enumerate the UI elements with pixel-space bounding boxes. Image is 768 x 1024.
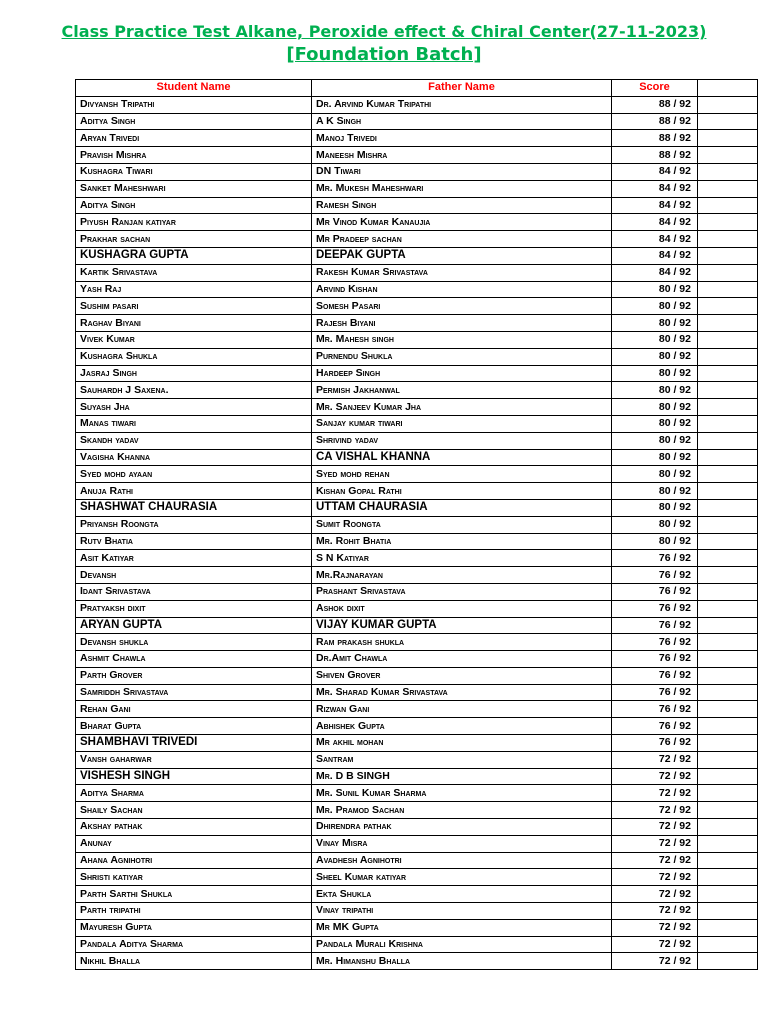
father-name-cell: Mr. D B SINGH [312, 768, 612, 785]
empty-cell [698, 533, 758, 550]
table-row [76, 180, 758, 197]
empty-cell [698, 197, 758, 214]
empty-cell [698, 852, 758, 869]
empty-cell [698, 516, 758, 533]
table-row [76, 499, 758, 516]
score-cell: 80 / 92 [612, 331, 698, 348]
father-name-cell: Rakesh Kumar Srivastava [312, 264, 612, 281]
empty-cell [698, 936, 758, 953]
score-cell: 80 / 92 [612, 298, 698, 315]
empty-cell [698, 432, 758, 449]
score-cell: 80 / 92 [612, 449, 698, 466]
score-cell: 84 / 92 [612, 264, 698, 281]
father-name-cell: DEEPAK GUPTA [312, 247, 612, 264]
table-row [76, 936, 758, 953]
score-cell: 76 / 92 [612, 600, 698, 617]
empty-cell [698, 802, 758, 819]
student-name-cell: SHAMBHAVI TRIVEDI [76, 735, 312, 752]
score-cell: 80 / 92 [612, 399, 698, 416]
student-name-cell: Shaily Sachan [76, 802, 312, 819]
table-row [76, 768, 758, 785]
table-row [76, 567, 758, 584]
score-cell: 76 / 92 [612, 701, 698, 718]
student-name-cell: Kartik Srivastava [76, 264, 312, 281]
table-row [76, 953, 758, 970]
father-name-cell: Arvind Kishan [312, 281, 612, 298]
score-cell: 72 / 92 [612, 953, 698, 970]
score-cell: 80 / 92 [612, 432, 698, 449]
score-cell: 72 / 92 [612, 768, 698, 785]
table-row [76, 819, 758, 836]
empty-cell [698, 751, 758, 768]
father-name-cell: Vinay tripathi [312, 903, 612, 920]
table-row [76, 718, 758, 735]
empty-cell [698, 953, 758, 970]
empty-header [698, 80, 758, 97]
score-cell: 80 / 92 [612, 466, 698, 483]
student-name-cell: Sauhardh J Saxena. [76, 382, 312, 399]
table-row [76, 785, 758, 802]
score-cell: 72 / 92 [612, 819, 698, 836]
student-name-cell: ARYAN GUPTA [76, 617, 312, 634]
table-row [76, 533, 758, 550]
empty-cell [698, 785, 758, 802]
student-name-cell: Devansh [76, 567, 312, 584]
empty-cell [698, 247, 758, 264]
score-cell: 72 / 92 [612, 903, 698, 920]
student-name-cell: Vivek Kumar [76, 331, 312, 348]
father-name-cell: Hardeep Singh [312, 365, 612, 382]
father-name-cell: DN Tiwari [312, 163, 612, 180]
father-name-cell: Syed mohd rehan [312, 466, 612, 483]
empty-cell [698, 735, 758, 752]
table-body [76, 96, 758, 969]
score-header: Score [612, 80, 698, 97]
empty-cell [698, 382, 758, 399]
student-name-cell: Pandala Aditya Sharma [76, 936, 312, 953]
student-name-cell: Parth Grover [76, 667, 312, 684]
empty-cell [698, 365, 758, 382]
student-name-cell: Anuja Rathi [76, 483, 312, 500]
father-name-cell: Ram prakash shukla [312, 634, 612, 651]
results-table [75, 79, 758, 970]
student-name-cell: Prakhar sachan [76, 231, 312, 248]
father-name-cell: A K Singh [312, 113, 612, 130]
student-name-cell: Aditya Sharma [76, 785, 312, 802]
score-cell: 88 / 92 [612, 147, 698, 164]
score-cell: 84 / 92 [612, 247, 698, 264]
empty-cell [698, 415, 758, 432]
table-row [76, 264, 758, 281]
father-name-cell: Mr Pradeep sachan [312, 231, 612, 248]
score-cell: 88 / 92 [612, 96, 698, 113]
father-name-cell: Vinay Misra [312, 835, 612, 852]
student-name-cell: Pravish Mishra [76, 147, 312, 164]
table-row [76, 382, 758, 399]
score-cell: 80 / 92 [612, 516, 698, 533]
father-name-cell: Mr. Sunil Kumar Sharma [312, 785, 612, 802]
student-name-cell: Nikhil Bhalla [76, 953, 312, 970]
father-name-cell: Abhishek Gupta [312, 718, 612, 735]
score-cell: 76 / 92 [612, 684, 698, 701]
table-row [76, 919, 758, 936]
student-name-cell: Manas tiwari [76, 415, 312, 432]
father-name-cell: Sanjay kumar tiwari [312, 415, 612, 432]
student-name-cell: Aryan Trivedi [76, 130, 312, 147]
father-name-cell: Mr. Mahesh singh [312, 331, 612, 348]
score-cell: 76 / 92 [612, 634, 698, 651]
table-row [76, 802, 758, 819]
empty-cell [698, 919, 758, 936]
father-name-cell: Kishan Gopal Rathi [312, 483, 612, 500]
student-name-cell: Samriddh Srivastava [76, 684, 312, 701]
table-row [76, 550, 758, 567]
father-name-cell: Ashok dixit [312, 600, 612, 617]
score-cell: 72 / 92 [612, 919, 698, 936]
score-cell: 72 / 92 [612, 835, 698, 852]
empty-cell [698, 147, 758, 164]
score-cell: 76 / 92 [612, 651, 698, 668]
student-name-cell: Ahana Agnihotri [76, 852, 312, 869]
empty-cell [698, 113, 758, 130]
student-name-cell: Aditya Singh [76, 197, 312, 214]
empty-cell [698, 96, 758, 113]
father-name-cell: CA VISHAL KHANNA [312, 449, 612, 466]
father-name-cell: Dr. Arvind Kumar Tripathi [312, 96, 612, 113]
father-name-cell: Shrivind yadav [312, 432, 612, 449]
student-name-cell: Akshay pathak [76, 819, 312, 836]
table-row [76, 600, 758, 617]
father-name-cell: Mr. Sharad Kumar Srivastava [312, 684, 612, 701]
empty-cell [698, 583, 758, 600]
father-name-header: Father Name [312, 80, 612, 97]
student-name-cell: KUSHAGRA GUPTA [76, 247, 312, 264]
empty-cell [698, 886, 758, 903]
empty-cell [698, 315, 758, 332]
student-name-cell: Yash Raj [76, 281, 312, 298]
student-name-cell: Asit Katiyar [76, 550, 312, 567]
father-name-cell: Mr. Himanshu Bhalla [312, 953, 612, 970]
table-row [76, 399, 758, 416]
table-row [76, 432, 758, 449]
table-row [76, 163, 758, 180]
table-row [76, 331, 758, 348]
father-name-cell: Somesh Pasari [312, 298, 612, 315]
student-name-cell: Skandh yadav [76, 432, 312, 449]
empty-cell [698, 499, 758, 516]
table-row [76, 96, 758, 113]
score-cell: 72 / 92 [612, 936, 698, 953]
father-name-cell: Mr. Pramod Sachan [312, 802, 612, 819]
table-row [76, 667, 758, 684]
empty-cell [698, 231, 758, 248]
father-name-cell: Manoj Trivedi [312, 130, 612, 147]
table-row [76, 701, 758, 718]
student-name-cell: Kushagra Tiwari [76, 163, 312, 180]
student-name-cell: Rutv Bhatia [76, 533, 312, 550]
father-name-cell: Shiven Grover [312, 667, 612, 684]
father-name-cell: Avadhesh Agnihotri [312, 852, 612, 869]
table-row [76, 449, 758, 466]
table-row [76, 651, 758, 668]
student-name-cell: Kushagra Shukla [76, 348, 312, 365]
empty-cell [698, 651, 758, 668]
father-name-cell: Rajesh Biyani [312, 315, 612, 332]
father-name-cell: Sheel Kumar katiyar [312, 869, 612, 886]
table-row [76, 113, 758, 130]
father-name-cell: Purnendu Shukla [312, 348, 612, 365]
student-name-cell: Parth Sarthi Shukla [76, 886, 312, 903]
father-name-cell: Ramesh Singh [312, 197, 612, 214]
table-row [76, 197, 758, 214]
score-cell: 80 / 92 [612, 483, 698, 500]
table-row [76, 214, 758, 231]
father-name-cell: Mr Vinod Kumar Kanaujia [312, 214, 612, 231]
empty-cell [698, 331, 758, 348]
father-name-cell: Pandala Murali Krishna [312, 936, 612, 953]
score-cell: 72 / 92 [612, 802, 698, 819]
table-row [76, 634, 758, 651]
father-name-cell: Sumit Roongta [312, 516, 612, 533]
student-name-cell: Ashmit Chawla [76, 651, 312, 668]
empty-cell [698, 869, 758, 886]
table-row [76, 365, 758, 382]
score-cell: 80 / 92 [612, 415, 698, 432]
page-subtitle: [Foundation Batch] [286, 44, 482, 65]
empty-cell [698, 903, 758, 920]
student-name-cell: Sushim pasari [76, 298, 312, 315]
empty-cell [698, 281, 758, 298]
score-cell: 84 / 92 [612, 163, 698, 180]
score-cell: 84 / 92 [612, 214, 698, 231]
father-name-cell: Santram [312, 751, 612, 768]
table-row [76, 298, 758, 315]
score-cell: 76 / 92 [612, 550, 698, 567]
empty-cell [698, 617, 758, 634]
table-row [76, 247, 758, 264]
father-name-cell: Permish Jakhanwal [312, 382, 612, 399]
score-cell: 88 / 92 [612, 113, 698, 130]
student-name-cell: Mayuresh Gupta [76, 919, 312, 936]
student-name-cell: Shristi katiyar [76, 869, 312, 886]
father-name-cell: UTTAM CHAURASIA [312, 499, 612, 516]
father-name-cell: Dr.Amit Chawla [312, 651, 612, 668]
student-name-cell: Divyansh Tripathi [76, 96, 312, 113]
page-title: Class Practice Test Alkane, Peroxide effect & Chiral Center(27-11-2023) [61, 22, 707, 41]
father-name-cell: Mr MK Gupta [312, 919, 612, 936]
score-cell: 80 / 92 [612, 499, 698, 516]
student-name-cell: Vansh gaharwar [76, 751, 312, 768]
empty-cell [698, 701, 758, 718]
father-name-cell: Mr. Rohit Bhatia [312, 533, 612, 550]
empty-cell [698, 684, 758, 701]
student-name-header: Student Name [76, 80, 312, 97]
table-row [76, 231, 758, 248]
empty-cell [698, 264, 758, 281]
empty-cell [698, 163, 758, 180]
student-name-cell: Suyash Jha [76, 399, 312, 416]
student-name-cell: VISHESH SINGH [76, 768, 312, 785]
empty-cell [698, 768, 758, 785]
empty-cell [698, 667, 758, 684]
table-row [76, 852, 758, 869]
student-name-cell: Piyush Ranjan katiyar [76, 214, 312, 231]
score-cell: 84 / 92 [612, 231, 698, 248]
student-name-cell: Bharat Gupta [76, 718, 312, 735]
father-name-cell: S N Katiyar [312, 550, 612, 567]
score-cell: 84 / 92 [612, 197, 698, 214]
score-cell: 80 / 92 [612, 365, 698, 382]
student-name-cell: Priyansh Roongta [76, 516, 312, 533]
empty-cell [698, 819, 758, 836]
score-cell: 84 / 92 [612, 180, 698, 197]
table-row [76, 583, 758, 600]
table-row [76, 735, 758, 752]
score-cell: 76 / 92 [612, 617, 698, 634]
empty-cell [698, 130, 758, 147]
score-cell: 72 / 92 [612, 785, 698, 802]
empty-cell [698, 298, 758, 315]
empty-cell [698, 550, 758, 567]
score-cell: 76 / 92 [612, 667, 698, 684]
score-cell: 72 / 92 [612, 751, 698, 768]
father-name-cell: Ekta Shukla [312, 886, 612, 903]
table-row [76, 617, 758, 634]
score-cell: 72 / 92 [612, 869, 698, 886]
student-name-cell: Anunay [76, 835, 312, 852]
empty-cell [698, 214, 758, 231]
table-row [76, 130, 758, 147]
student-name-cell: Sanket Maheshwari [76, 180, 312, 197]
student-name-cell: Vagisha Khanna [76, 449, 312, 466]
score-cell: 76 / 92 [612, 567, 698, 584]
student-name-cell: Idant Srivastava [76, 583, 312, 600]
score-cell: 88 / 92 [612, 130, 698, 147]
table-row [76, 315, 758, 332]
score-cell: 80 / 92 [612, 382, 698, 399]
score-cell: 72 / 92 [612, 852, 698, 869]
student-name-cell: Raghav Biyani [76, 315, 312, 332]
empty-cell [698, 180, 758, 197]
father-name-cell: VIJAY KUMAR GUPTA [312, 617, 612, 634]
student-name-cell: Syed mohd ayaan [76, 466, 312, 483]
student-name-cell: Aditya Singh [76, 113, 312, 130]
score-cell: 80 / 92 [612, 315, 698, 332]
score-cell: 76 / 92 [612, 735, 698, 752]
empty-cell [698, 348, 758, 365]
student-name-cell: SHASHWAT CHAURASIA [76, 499, 312, 516]
empty-cell [698, 634, 758, 651]
table-row [76, 684, 758, 701]
table-row [76, 751, 758, 768]
table-row [76, 835, 758, 852]
empty-cell [698, 399, 758, 416]
score-cell: 80 / 92 [612, 348, 698, 365]
empty-cell [698, 466, 758, 483]
father-name-cell: Mr. Mukesh Maheshwari [312, 180, 612, 197]
father-name-cell: Rizwan Gani [312, 701, 612, 718]
father-name-cell: Maneesh Mishra [312, 147, 612, 164]
table-header-row [76, 80, 758, 97]
empty-cell [698, 718, 758, 735]
father-name-cell: Prashant Srivastava [312, 583, 612, 600]
father-name-cell: Mr akhil mohan [312, 735, 612, 752]
empty-cell [698, 449, 758, 466]
score-cell: 72 / 92 [612, 886, 698, 903]
table-row [76, 516, 758, 533]
empty-cell [698, 567, 758, 584]
table-row [76, 415, 758, 432]
score-cell: 76 / 92 [612, 583, 698, 600]
student-name-cell: Devansh shukla [76, 634, 312, 651]
student-name-cell: Rehan Gani [76, 701, 312, 718]
father-name-cell: Mr. Sanjeev Kumar Jha [312, 399, 612, 416]
table-row [76, 886, 758, 903]
table-row [76, 869, 758, 886]
empty-cell [698, 483, 758, 500]
father-name-cell: Mr.Rajnarayan [312, 567, 612, 584]
score-cell: 76 / 92 [612, 718, 698, 735]
table-row [76, 281, 758, 298]
table-row [76, 147, 758, 164]
table-row [76, 348, 758, 365]
score-cell: 80 / 92 [612, 533, 698, 550]
father-name-cell: Dhirendra pathak [312, 819, 612, 836]
empty-cell [698, 835, 758, 852]
empty-cell [698, 600, 758, 617]
student-name-cell: Pratyaksh dixit [76, 600, 312, 617]
table-row [76, 903, 758, 920]
score-cell: 80 / 92 [612, 281, 698, 298]
table-row [76, 466, 758, 483]
table-row [76, 483, 758, 500]
student-name-cell: Parth tripathi [76, 903, 312, 920]
student-name-cell: Jasraj Singh [76, 365, 312, 382]
